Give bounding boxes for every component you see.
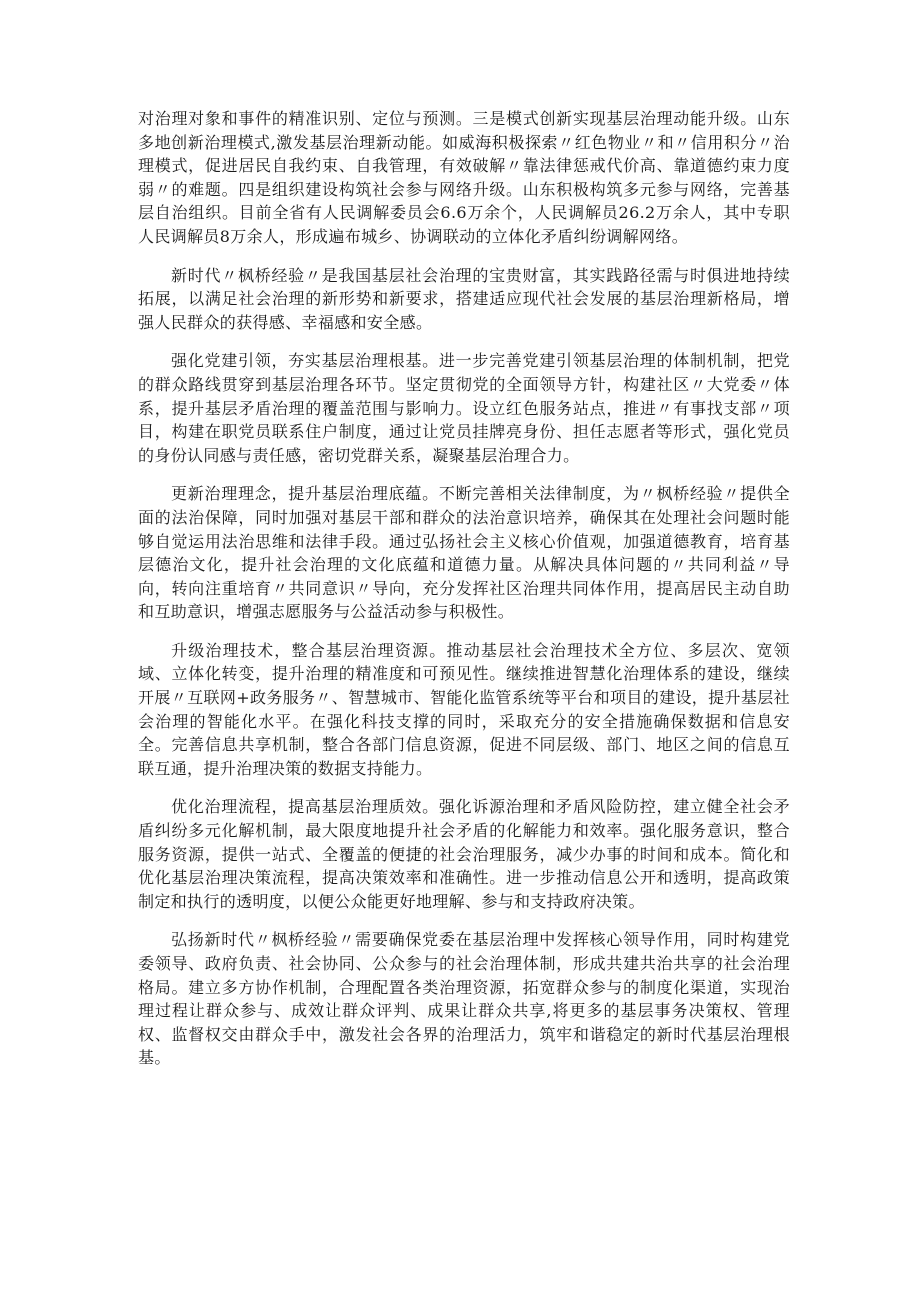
- paragraph-7: 弘扬新时代〃枫桥经验〃需要确保党委在基层治理中发挥核心领导作用，同时构建党委领导、政府负责、社会协同、公众参与的社会治理体制，形成共建共治共享的社会治理格局。建立多方协作机制，合理配置各类治理资源，拓宽群众参与的制度化渠道，实现治理过程让群众参与、成效让群众评判、成果让群众共享,将更多的基层事务决策权、管理权、监督权交由群众手中，激发社会各界的治理活力，筑牢和谐稳定的新时代基层治理根基。: [138, 930, 790, 1068]
- paragraph-4: 更新治理理念，提升基层治理底蕴。不断完善相关法律制度，为〃枫桥经验〃提供全面的法治保障，同时加强对基层干部和群众的法治意识培养，确保其在处理社会问题时能够自觉运用法治思维和法律手段。通过弘扬社会主义核心价值观，加强道德教育，培育基层德治文化，提升社会治理的文化底蕴和道德力量。从解决具体问题的〃共同利益〃导向，转向注重培育〃共同意识〃导向，充分发挥社区治理共同体作用，提高居民主动自助和互助意识，增强志愿服务与公益活动参与积极性。: [138, 484, 790, 622]
- paragraph-3: 强化党建引领，夯实基层治理根基。进一步完善党建引领基层治理的体制机制，把党的群众路线贯穿到基层治理各环节。坚定贯彻党的全面领导方针，构建社区〃大党委〃体系，提升基层矛盾治理的覆盖范围与影响力。设立红色服务站点，推进〃有事找支部〃项目，构建在职党员联系住户制度，通过让党员挂牌亮身份、担任志愿者等形式，强化党员的身份认同感与责任感，密切党群关系，凝聚基层治理合力。: [138, 351, 790, 465]
- paragraph-5: 升级治理技术，整合基层治理资源。推动基层社会治理技术全方位、多层次、宽领域、立体化转变，提升治理的精准度和可预见性。继续推进智慧化治理体系的建设，继续开展〃互联网+政务服务〃、智慧城市、智能化监管系统等平台和项目的建设，提升基层社会治理的智能化水平。在强化科技支撑的同时，采取充分的安全措施确保数据和信息安全。完善信息共享机制，整合各部门信息资源，促进不同层级、部门、地区之间的信息互联互通，提升治理决策的数据支持能力。: [138, 640, 790, 778]
- paragraph-6: 优化治理流程，提高基层治理质效。强化诉源治理和矛盾风险防控，建立健全社会矛盾纠纷多元化解机制，最大限度地提升社会矛盾的化解能力和效率。强化服务意识，整合服务资源，提供一站式、全覆盖的便捷的社会治理服务，减少办事的时间和成本。简化和优化基层治理决策流程，提高决策效率和准确性。进一步推动信息公开和透明，提高政策制定和执行的透明度，以便公众能更好地理解、参与和支持政府决策。: [138, 797, 790, 911]
- paragraph-1: 对治理对象和事件的精准识别、定位与预测。三是模式创新实现基层治理动能升级。山东多地创新治理模式,激发基层治理新动能。如威海积极探索〃红色物业〃和〃信用积分〃治理模式，促进居民自我约束、自我管理，有效破解〃靠法律惩戒代价高、靠道德约束力度弱〃的难题。四是组织建设构筑社会参与网络升级。山东积极构筑多元参与网络，完善基层自治组织。目前全省有人民调解委员会6.6万余个，人民调解员26.2万余人，其中专职人民调解员8万余人，形成遍布城乡、协调联动的立体化矛盾纠纷调解网络。: [138, 109, 790, 246]
- paragraph-2: 新时代〃枫桥经验〃是我国基层社会治理的宝贵财富，其实践路径需与时俱进地持续拓展，以满足社会治理的新形势和新要求，搭建适应现代社会发展的基层治理新格局，增强人民群众的获得感、幸福感和安全感。: [138, 265, 790, 332]
- document-page: [138, 107, 790, 1085]
